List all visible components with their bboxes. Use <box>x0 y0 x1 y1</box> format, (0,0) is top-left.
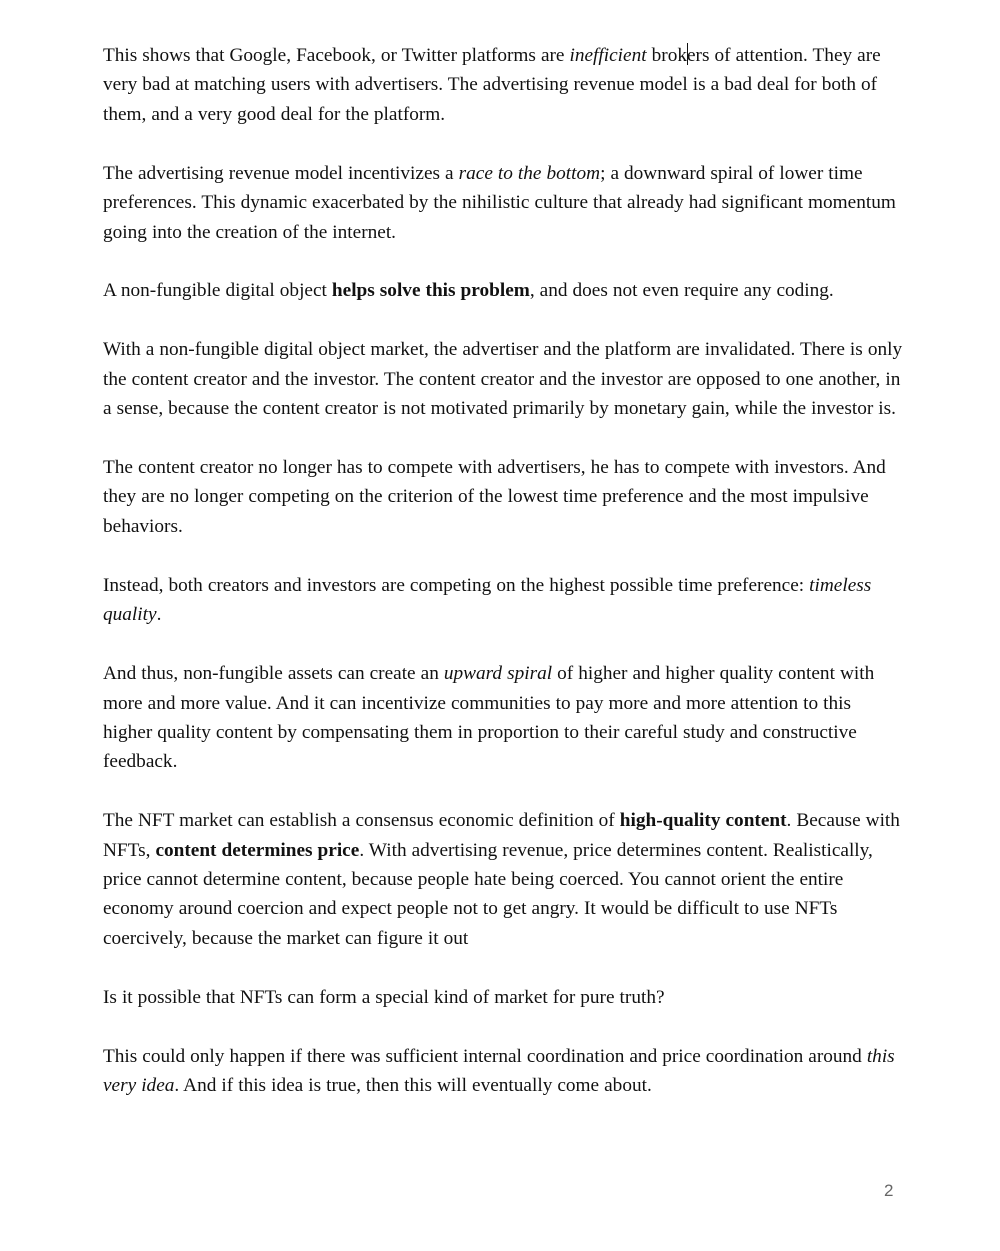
paragraph <box>103 41 903 129</box>
text-run: With a non-fungible digital object market, the advertiser and the platform are invalidated. There is only the content creator and the investor. The content creator and the investor are opposed to one another, in a sense, because the content creator is not motivated primarily by monetary gain, while the investor is. <box>103 339 903 420</box>
paragraph <box>103 571 903 630</box>
paragraph <box>103 335 903 423</box>
italic-text: timeless quality <box>103 574 872 626</box>
text-run: . Because with NFTs, <box>103 810 900 861</box>
text-run: brok <box>646 45 687 66</box>
text-run: The content creator no longer has to compete with advertisers, he has to compete with investors. And they are no longer competing on the criterion of the lowest time preference and the most impulsive behaviors. <box>103 457 886 537</box>
paragraph <box>103 659 903 777</box>
paragraph <box>103 983 903 1012</box>
paragraph <box>103 159 903 247</box>
bold-text: high-quality content <box>619 810 787 832</box>
bold-text: content determines price <box>155 839 360 861</box>
text-run: The NFT market can establish a consensus economic definition of <box>103 810 620 832</box>
text-run: ; a downward spiral of lower time preferences. This dynamic exacerbated by the nihilistic culture that already had significant momentum going into the creation of the internet. <box>103 162 896 243</box>
text-run: The advertising revenue model incentivizes a <box>103 162 459 184</box>
text-run: . <box>156 604 162 626</box>
paragraph <box>103 806 903 953</box>
text-run: And thus, non-fungible assets can create an <box>103 663 444 685</box>
text-run: , and does not even require any coding. <box>529 280 834 302</box>
paragraph <box>103 1042 903 1101</box>
italic-text: inefficient <box>569 45 647 66</box>
page-number: 2 <box>884 1181 894 1200</box>
text-run: Instead, both creators and investors are competing on the highest possible time preference: <box>103 574 810 596</box>
paragraph <box>103 453 903 541</box>
text-run: This shows that Google, Facebook, or Twitter platforms are <box>103 45 570 66</box>
text-run: Is it possible that NFTs can form a special kind of market for pure truth? <box>103 986 665 1008</box>
bold-text: helps solve this problem <box>331 280 530 302</box>
paragraph <box>103 276 903 305</box>
italic-text: upward spiral <box>443 663 553 685</box>
text-run: A non-fungible digital object <box>103 280 332 302</box>
italic-text: race to the bottom <box>458 162 601 184</box>
text-run: of higher and higher quality content with more and more value. And it can incentivize communities to pay more and more attention to this higher quality content by compensating them in proportion to their careful study and constructive feedback. <box>103 663 875 773</box>
text-run: This could only happen if there was sufficient internal coordination and price coordination around <box>103 1045 867 1067</box>
italic-text: this very idea <box>103 1045 895 1097</box>
text-run: . With advertising revenue, price determines content. Realistically, price cannot determine content, because people hate being coerced. You cannot orient the entire economy around coercion and expect people not to get angry. It would be difficult to use NFTs coercively, because the market can figure it out <box>103 839 873 949</box>
document-page <box>103 41 903 1130</box>
text-run: ers of attention. They are very bad at matching users with advertisers. The advertising revenue model is a bad deal for both of them, and a very good deal for the platform. <box>103 45 881 125</box>
text-run: . And if this idea is true, then this will eventually come about. <box>174 1075 652 1097</box>
